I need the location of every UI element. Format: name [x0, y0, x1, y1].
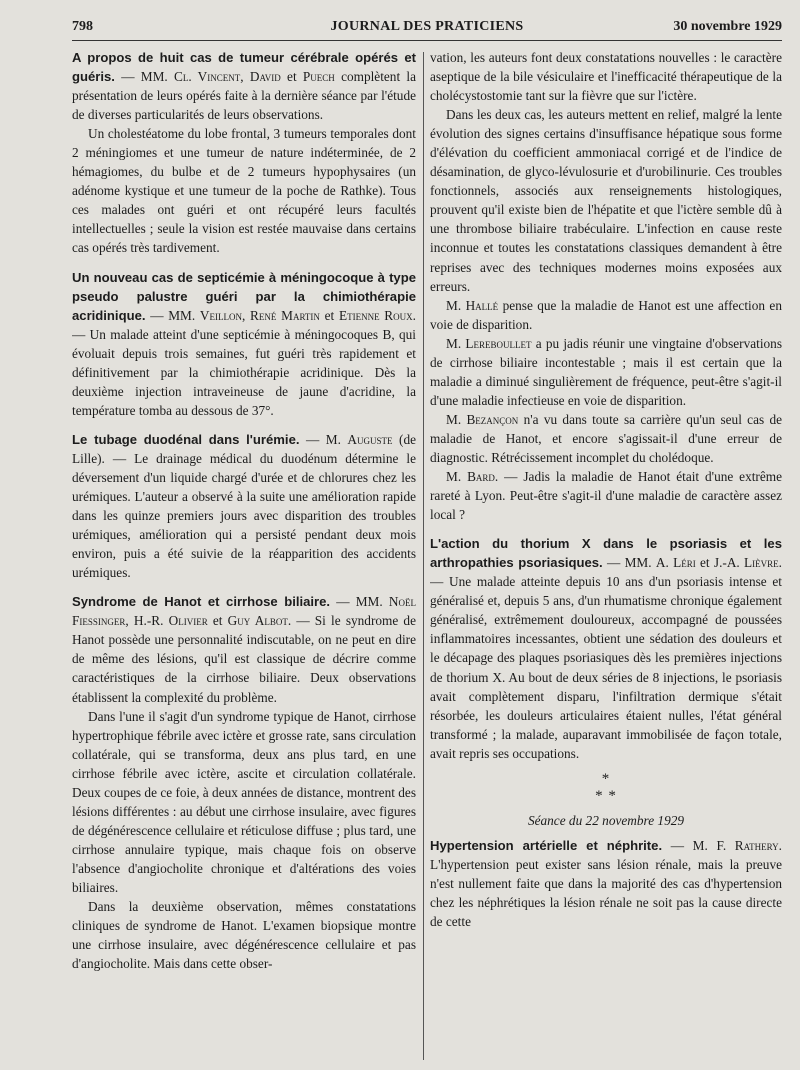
discussant-name: Bezançon	[466, 411, 519, 427]
section-ornament: * * *	[595, 770, 617, 804]
article-body: L'hypertension peut exister sans lésion rénale, mais la preuve n'est nullement faite que dans la majorité des cas d'hypertension chez les néphrétiques la lésion rénale ne soit pas la cause directe de cette	[430, 856, 782, 929]
title-prefix: M.	[446, 297, 466, 313]
article-paragraph	[430, 836, 782, 931]
article-paragraph	[72, 48, 416, 124]
discussant-name: Bard.	[467, 469, 499, 485]
discussion-text: pense que la maladie de Hanot est une affection en voie de disparition.	[430, 297, 782, 332]
article-paragraph: Dans les deux cas, les auteurs mettent en relief, malgré la lente évolution des signes certains d'insuffisance hépatique sous forme d'élévation du coefficient ammoniacal corrigé et de l'indice de désamination, de glyco-lévulosurie et d'urobilinurie. Ces troubles fonctionnels, associés aux renseignements histologiques, prouvent qu'il existe bien de l'hépatite et que l'ictère semble dû à une thrombose biliaire trabéculaire. L'infection en cause reste inconnue et toutes les constatations classiques demandent à être reprises avec des techniques modernes moins exposées aux erreurs.	[430, 107, 782, 294]
dash-text: — M.	[299, 431, 348, 447]
title-prefix: M.	[446, 335, 466, 351]
dash-text: — M.	[662, 837, 717, 853]
article-authors: Cl. Vincent, David	[173, 69, 281, 85]
article-brain-tumors	[72, 48, 416, 258]
article-title: Le tubage duodénal dans l'urémie.	[72, 431, 300, 447]
article-title: Syndrome de Hanot et cirrhose biliaire.	[72, 594, 331, 610]
page-number: 798	[72, 19, 93, 34]
title-prefix: M.	[446, 469, 468, 485]
and-text: et	[695, 555, 714, 571]
article-authors: Etienne Roux.	[338, 307, 416, 323]
journal-title: JOURNAL DES PRATICIENS	[330, 19, 524, 34]
discussion-text: — Jadis la maladie de Hanot était d'une extrême rareté à Lyon. Peut-être s'agit-il d'une maladie de caractère assez local ?	[430, 469, 782, 523]
discussant-name: Hallé	[465, 297, 499, 313]
issue-date: 30 novembre 1929	[673, 19, 782, 34]
article-title: Un nouveau cas de septicémie à méningocoque à type pseudo palustre guéri par la chimiothérapie acridinique.	[72, 269, 416, 323]
article-title: Hypertension artérielle et néphrite.	[430, 837, 663, 853]
article-paragraph	[72, 268, 416, 420]
article-paragraph: Un cholestéatome du lobe frontal, 3 tumeurs temporales dont 2 méningiomes et une tumeur de nature indéterminée, de 2 hémagiomes, du bulbe et de 2 tumeurs hypophysaires (un adénome kystique et une tumeur de la poche de Rathke). Tous ces malades ont guéri et ont récupéré leurs facultés intellectuelles ; seule la vision est restée mauvaise dans certains cas opérés très tardivement.	[72, 126, 416, 256]
title-prefix: M.	[446, 411, 467, 427]
article-body: (de Lille). — Le drainage médical du duodénum détermine le déversement d'un liquide chargé d'urée et de chlorures chez les urémiques. L'auteur a observé à la suite une amélioration rapide dans les quinze premiers jours avec disparition des troubles urémiques, amélioration qui a persisté pendant deux mois environ, puis a été suivie de la réapparition des accidents urémiques.	[72, 431, 416, 581]
dash-text: — MM.	[602, 555, 656, 571]
and-text: et	[319, 307, 339, 323]
dash-text: — MM.	[145, 307, 200, 323]
dash-text: — MM.	[114, 69, 174, 85]
article-authors: Veillon, René Martin	[199, 307, 320, 323]
right-column	[430, 48, 782, 1063]
article-paragraph	[72, 592, 416, 706]
article-authors: J.-A. Lièvre.	[713, 555, 782, 571]
article-hypertension	[430, 836, 782, 931]
session-heading: Séance du 22 novembre 1929	[527, 812, 685, 828]
article-hanot-syndrome	[72, 592, 416, 973]
discussion-text: n'a vu dans toute sa carrière qu'un seul cas de maladie de Hanot, et encore s'agissait-il d'une erreur de diagnostic. Rétrécissement incomplet du cholédoque.	[430, 411, 782, 465]
discussion-paragraph	[430, 467, 782, 524]
and-text: et	[280, 69, 303, 85]
article-authors: Puech	[302, 69, 335, 85]
article-authors: Auguste	[347, 431, 393, 447]
article-title: A propos de huit cas de tumeur cérébrale opérés et guéris.	[72, 50, 416, 85]
column-divider	[423, 52, 424, 1060]
article-meningococcal-septicemia	[72, 268, 416, 420]
article-authors: Noël Fiessinger, H.-R. Olivier	[72, 594, 416, 629]
article-paragraph	[430, 534, 782, 763]
article-thorium-psoriasis	[430, 534, 782, 763]
article-authors: F. Rathery.	[716, 837, 782, 853]
article-body: complètent la présentation de leurs opérés faite à la dernière séance par l'étude de diverses particularités de leurs observations.	[72, 69, 416, 123]
article-paragraph: Dans l'une il s'agit d'un syndrome typique de Hanot, cirrhose hypertrophique fébrile avec ictère et grosse rate, sans circulation collatérale, qui se transforma, deux ans plus tard, en une cirrhose fébrile avec ictère, ascite et circulation collatérale. Deux coupes de ce foie, à deux années de distance, montrent des lésions différentes : au début une cirrhose insulaire, avec figures de dégénérescence cellulaire et réticulose diffuse ; plus tard, une cirrhose annulaire typique, mais chaque fois on observe l'absence d'angiocholite chronique et d'altérations des voies biliaires.	[72, 708, 416, 895]
dash-text: — MM.	[330, 594, 389, 610]
page-header	[72, 14, 782, 41]
left-column	[72, 48, 416, 1063]
article-body: — Un malade atteint d'une septicémie à méningocoques B, qui évoluait depuis trois semaines, fut guéri très rapidement et définitivement par la chimiothérapie acridinique. Dès la deuxième injection intraveineuse de jaune d'acridine, la température tomba au dessous de 37°.	[72, 326, 416, 418]
discussant-name: Lereboullet	[465, 335, 532, 351]
discussion-paragraph	[430, 296, 782, 334]
discussion-paragraph	[430, 410, 782, 467]
discussion-text: a pu jadis réunir une vingtaine d'observations de cirrhose biliaire incontestable ; mais il est certain que la maladie a diminué singulièrement de fréquence, peut-être s'agit-il d'une maladie infectieuse en voie de disparition.	[430, 335, 782, 408]
article-duodenal-tubage	[72, 430, 416, 582]
discussion-paragraph	[430, 334, 782, 410]
article-paragraph: Dans la deuxième observation, mêmes constatations cliniques de syndrome de Hanot. L'examen biopsique montre une cirrhose insulaire, avec dégénérescence cellulaire et pas d'angiocholite. Mais dans cette obser-	[72, 899, 416, 972]
article-paragraph	[72, 430, 416, 582]
article-authors: A. Léri	[655, 555, 696, 571]
article-authors: Guy Albot.	[227, 613, 292, 629]
article-title: L'action du thorium X dans le psoriasis et les arthropathies psoriasiques.	[430, 536, 782, 571]
article-body: — Une malade atteinte depuis 10 ans d'un psoriasis intense et généralisé et, depuis 5 ans, d'un rhumatisme chronique également généralisé, extrêmement douloureux, accompagné de poussées inflammatoires incessantes, obtient une sédation des douleurs et le décapage des plaques psoriasiques dès les premières injections de thorium X. Au bout de deux séries de 8 injections, le psoriasis avait complètement disparu, l'infiltration dermique s'était résorbée, les douleurs articulaires étaient nulles, l'état général transformé ; la malade, auparavant immobilisée de façon totale, avait repris ses occupations.	[430, 574, 782, 761]
article-paragraph: vation, les auteurs font deux constatations nouvelles : le caractère aseptique de la bile vésiculaire et l'inefficacité thérapeutique de la cholécystostomie tant sur la fièvre que sur l'ictère.	[430, 50, 782, 104]
and-text: et	[207, 613, 228, 629]
article-body: — Si le syndrome de Hanot possède une personnalité indiscutable, on ne peut en dire de même des lésions, qu'il est classique de décrire comme caractéristiques de la cirrhose biliaire. Deux observations établissent la complexité du problème.	[72, 613, 416, 705]
